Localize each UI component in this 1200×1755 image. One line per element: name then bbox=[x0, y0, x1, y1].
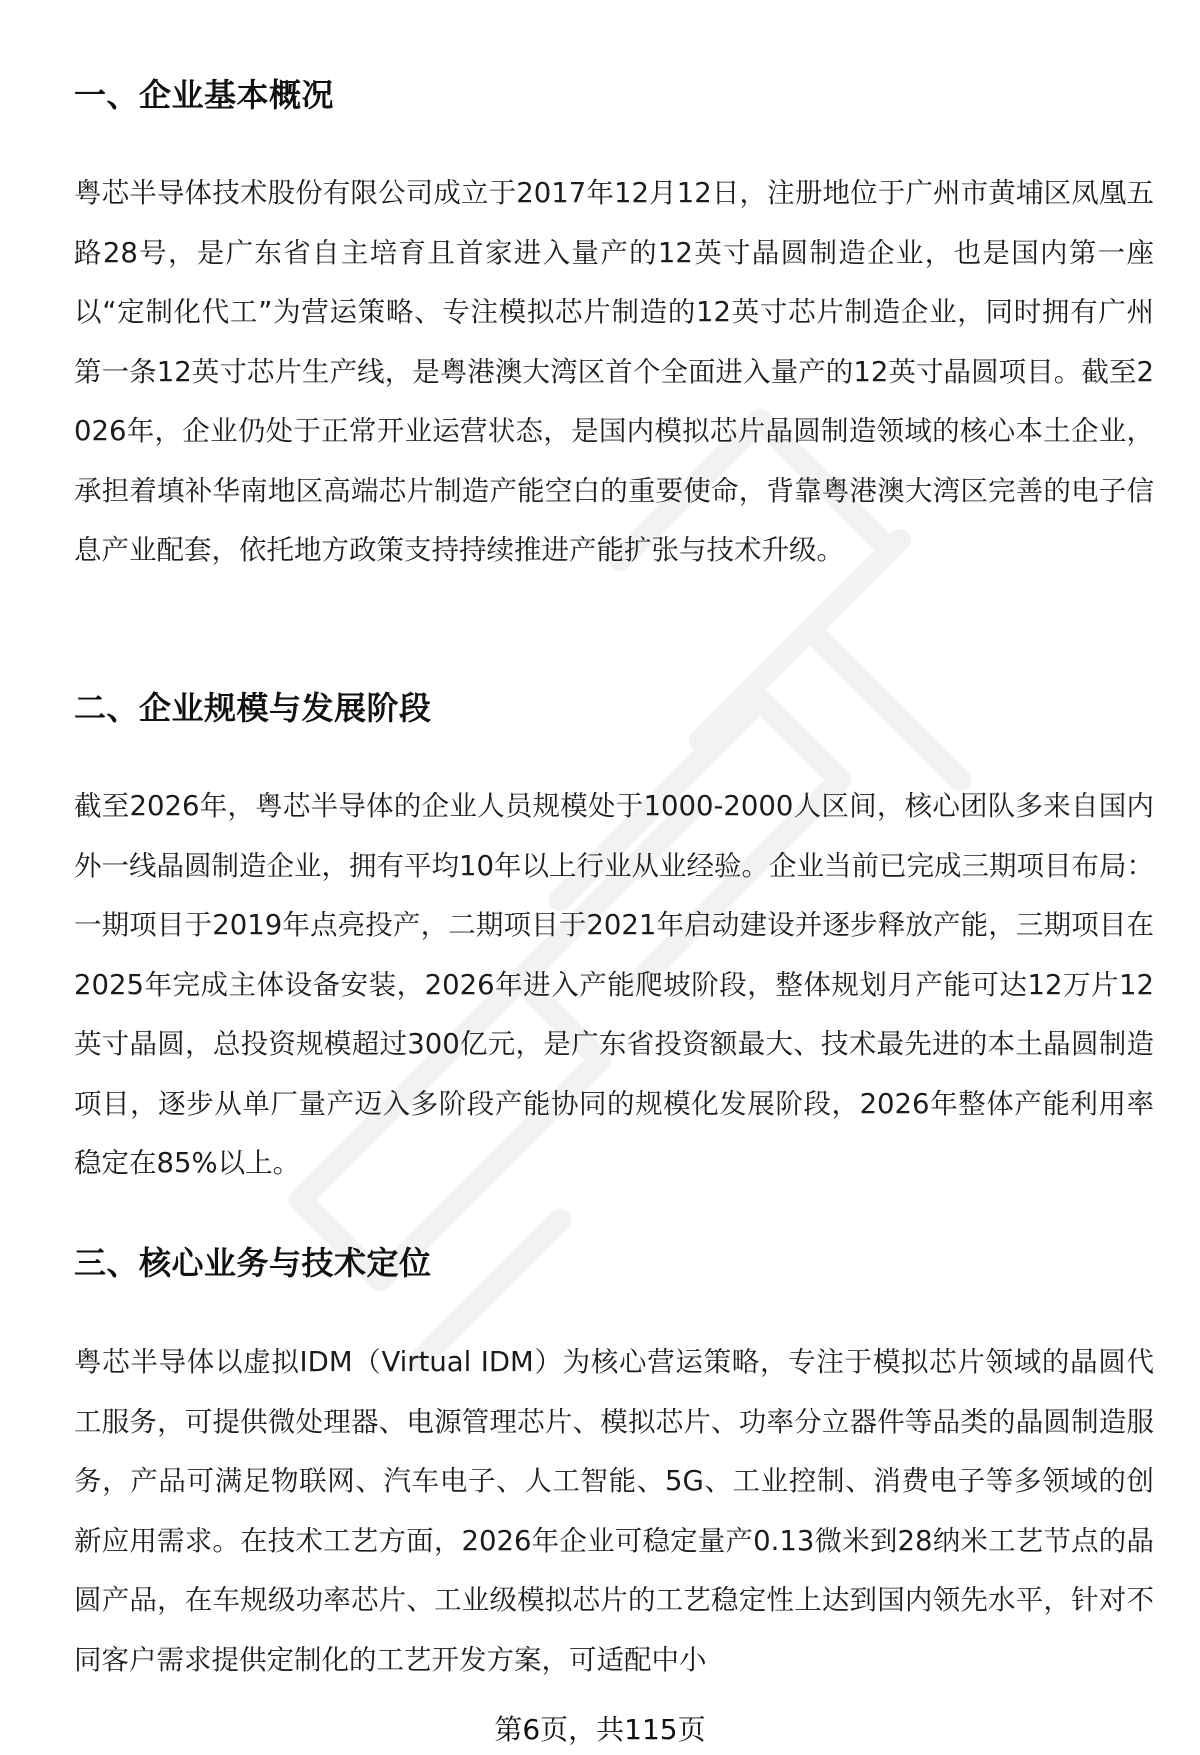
section-body-business: 粤芯半导体以虚拟IDM（Virtual IDM）为核心营运策略，专注于模拟芯片领域的晶圆代工服务，可提供微处理器、电源管理芯片、模拟芯片、功率分立器件等品类的晶圆制造服务，产品可满足物联网、汽车电子、人工智能、5G、工业控制、消费电子等多领域的创新应用需求。在技术工艺方面，2026年企业可稳定量产0.13微米到28纳米工艺节点的晶圆产品，在车规级功率芯片、工业级模拟芯片的工艺稳定性上达到国内领先水平，针对不同客户需求提供定制化的工艺开发方案，可适配中小 bbox=[74, 1346, 1154, 1676]
page-number-footer: 第6页，共115页 bbox=[494, 1713, 706, 1746]
section-heading-overview: 一、企业基本概况 bbox=[74, 76, 335, 114]
section-body-overview: 粤芯半导体技术股份有限公司成立于2017年12月12日，注册地位于广州市黄埔区凤凰五路28号，是广东省自主培育且首家进入量产的12英寸晶圆制造企业，也是国内第一座以“定制化代工”为营运策略、专注模拟芯片制造的12英寸芯片制造企业，同时拥有广州第一条12英寸芯片生产线，是粤港澳大湾区首个全面进入量产的12英寸晶圆项目。截至2026年，企业仍处于正常开业运营状态，是国内模拟芯片晶圆制造领域的核心本土企业，承担着填补华南地区高端芯片制造产能空白的重要使命，背靠粤港澳大湾区完善的电子信息产业配套，依托地方政策支持持续推进产能扩张与技术升级。 bbox=[74, 177, 1154, 566]
section-body-scale: 截至2026年，粤芯半导体的企业人员规模处于1000-2000人区间，核心团队多来自国内外一线晶圆制造企业，拥有平均10年以上行业从业经验。企业当前已完成三期项目布局：一期项目于2019年点亮投产，二期项目于2021年启动建设并逐步释放产能，三期项目在2025年完成主体设备安装，2026年进入产能爬坡阶段，整体规划月产能可达12万片12英寸晶圆，总投资规模超过300亿元，是广东省投资额最大、技术最先进的本土晶圆制造项目，逐步从单厂量产迈入多阶段产能协同的规模化发展阶段，2026年整体产能利用率稳定在85%以上。 bbox=[74, 790, 1154, 1179]
section-heading-scale: 二、企业规模与发展阶段 bbox=[74, 689, 432, 727]
section-heading-business: 三、核心业务与技术定位 bbox=[74, 1244, 432, 1282]
